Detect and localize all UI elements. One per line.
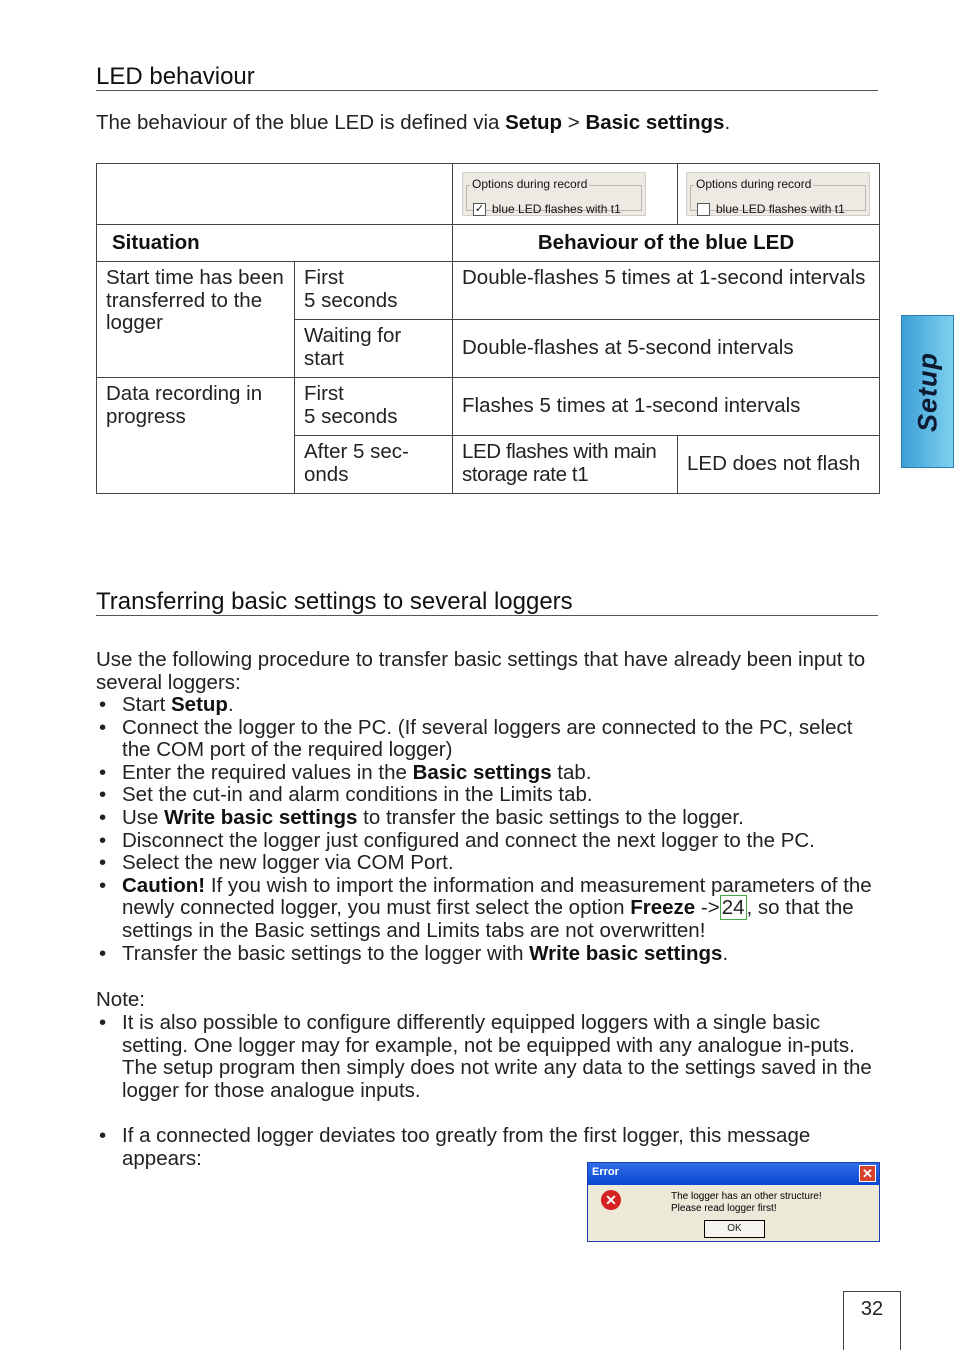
phase-first-5s: First 5 seconds (294, 261, 453, 320)
list-item: • If a connected logger deviates too greatly from the first logger, this message appears: (96, 1125, 886, 1170)
option-cell-checked (452, 163, 678, 225)
list-item: • Set the cut-in and alarm conditions in the Limits tab. (96, 784, 886, 807)
page-number: 32 (860, 1298, 884, 1320)
transfer-intro: Use the following procedure to transfer basic settings that have already been input to several loggers: (96, 648, 866, 694)
table-empty-cell (96, 163, 453, 225)
option-group-label: Options during record (472, 177, 588, 191)
dialog-title: Error (592, 1166, 619, 1178)
list-item: • Caution! If you wish to import the information and measurement parameters of the newly connected logger, you must first select the option Freeze ->24, so that the settings in the Basic settings and Limits tabs are not overwritten! (96, 875, 886, 943)
checkbox-checked-icon[interactable]: ✓ (474, 203, 485, 215)
led-behaviour-table (96, 163, 880, 494)
phase-first-5s-recording: First 5 seconds (294, 377, 453, 436)
options-during-record-checked (462, 172, 646, 216)
situation-recording: Data recording in progress (96, 377, 295, 494)
page-link-24[interactable]: 24 (721, 896, 745, 920)
ok-button[interactable]: OK (704, 1220, 765, 1238)
options-during-record-unchecked (686, 172, 870, 216)
list-item: • It is also possible to configure differently equipped loggers with a single basic setting. One logger may for example, not be equipped with any analogue in-puts. The setup program then simply does not write any data to the settings saved in the logger for those analogue inputs. (96, 1012, 886, 1102)
phase-waiting: Waiting for start (294, 319, 453, 378)
behaviour-double-flash-5x: Double-flashes 5 times at 1-second intervals (452, 261, 880, 320)
phase-after-5s: After 5 sec- onds (294, 435, 453, 494)
error-icon: ✕ (601, 1190, 621, 1210)
setup-side-tab (901, 315, 954, 468)
led-behaviour-heading: LED behaviour (96, 64, 878, 91)
behaviour-double-flash-5s: Double-flashes at 5-second intervals (452, 319, 880, 378)
list-item: • Start Setup. (96, 694, 886, 717)
side-tab-label: Setup (912, 351, 942, 432)
page-number-box (843, 1291, 901, 1350)
list-item: • Connect the logger to the PC. (If several loggers are connected to the PC, select the COM port of the required logger) (96, 717, 886, 762)
led-intro: The behaviour of the blue LED is defined via Setup > Basic settings. (96, 111, 731, 134)
list-item: • Disconnect the logger just configured and connect the next logger to the PC. (96, 830, 886, 853)
col-situation: Situation (96, 224, 453, 262)
situation-start-transferred: Start time has been transferred to the logger (96, 261, 295, 378)
list-item: • Transfer the basic settings to the logger with Write basic settings. (96, 943, 886, 966)
error-dialog (587, 1162, 880, 1242)
col-behaviour: Behaviour of the blue LED (452, 224, 880, 262)
option-group-label: Options during record (696, 177, 812, 191)
dialog-message: The logger has an other structure! Please read logger first! (671, 1191, 822, 1214)
close-icon[interactable]: ✕ (859, 1165, 876, 1182)
checkbox-unchecked-icon[interactable] (697, 203, 710, 216)
transfer-heading: Transferring basic settings to several loggers (96, 589, 878, 616)
dialog-titlebar (588, 1163, 879, 1185)
note-list (96, 1012, 886, 1102)
behaviour-flash-5x: Flashes 5 times at 1-second intervals (452, 377, 880, 436)
option-checkbox-label: blue LED flashes with t1 (716, 202, 845, 216)
behaviour-flash-t1: LED flashes with main storage rate t1 (452, 435, 678, 494)
note-label: Note: (96, 988, 145, 1011)
behaviour-no-flash: LED does not flash (677, 435, 880, 494)
list-item: • Use Write basic settings to transfer the basic settings to the logger. (96, 807, 886, 830)
option-checkbox-label: blue LED flashes with t1 (492, 202, 621, 216)
list-item: • Select the new logger via COM Port. (96, 852, 886, 875)
transfer-steps (96, 694, 886, 965)
list-item: • Enter the required values in the Basic settings tab. (96, 762, 886, 785)
option-cell-unchecked (677, 163, 880, 225)
